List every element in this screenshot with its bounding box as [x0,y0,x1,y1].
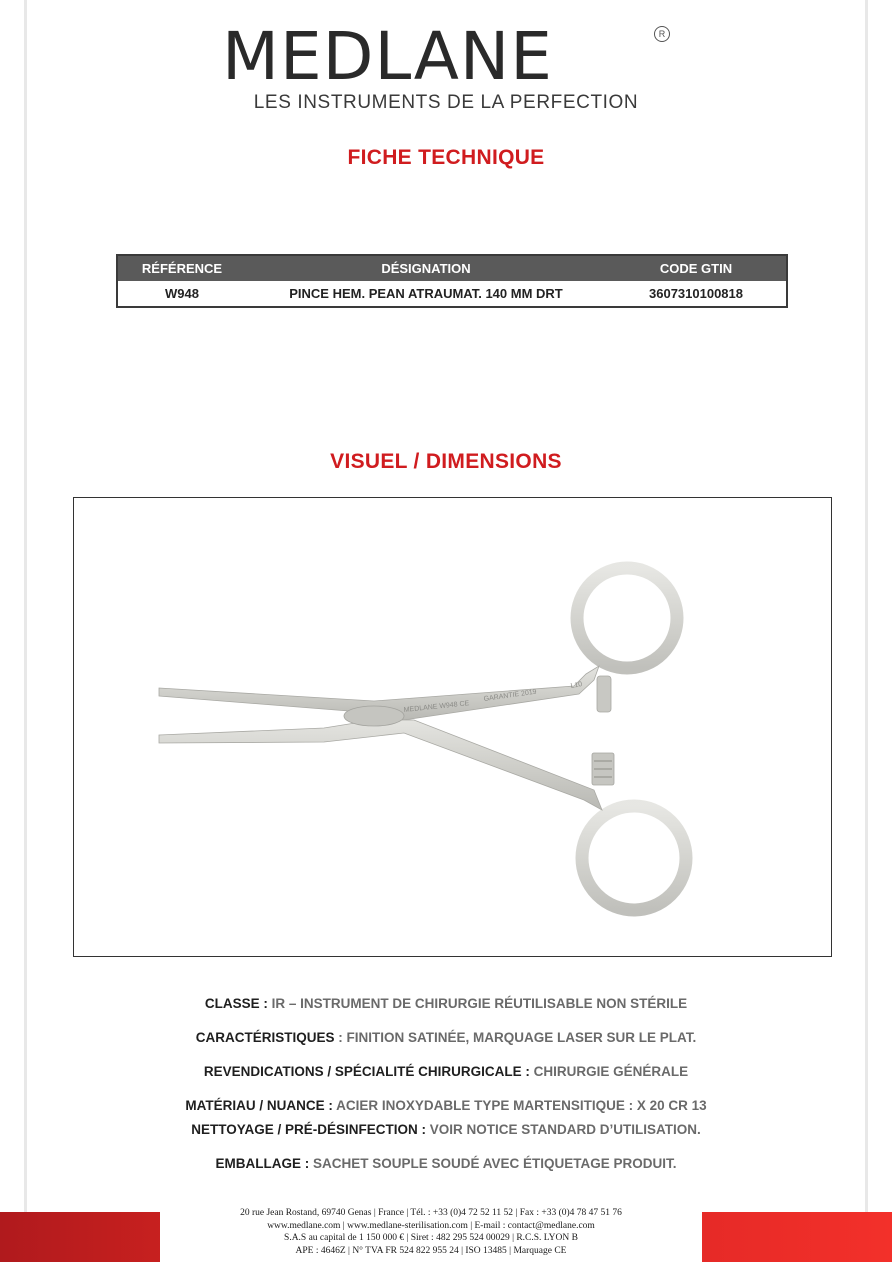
cell-reference: W948 [165,286,199,301]
engraving-text-2: GARANTIE 2019 [483,688,538,703]
footer-accent-left [0,1212,160,1262]
spec-value: : FINITION SATINÉE, MARQUAGE LASER SUR LE PLAT. [334,1030,697,1045]
spec-key: MATÉRIAU / NUANCE : [185,1098,337,1113]
spec-caracteristiques [0,1030,892,1045]
spec-key: REVENDICATIONS / SPÉCIALITÉ CHIRURGICALE : [203,1064,534,1079]
fiche-technique-title: FICHE TECHNIQUE [347,146,545,169]
cell-designation: PINCE HEM. PEAN ATRAUMAT. 140 MM DRT [289,286,563,301]
header-gtin: CODE GTIN [659,261,733,276]
spec-nettoyage [0,1122,892,1137]
footer-web-contact: www.medlane.com | www.medlane-sterilisation.com | E-mail : contact@medlane.com [267,1220,595,1231]
table-header-row [118,256,786,281]
spec-classe [0,996,892,1011]
company-footer [160,1207,702,1257]
hemostatic-forceps-image [74,498,831,956]
engraving-text-3: L10 [570,681,583,690]
footer-company-capital: S.A.S au capital de 1 150 000 € | Siret : 482 295 524 00029 | R.C.S. LYON B [284,1233,578,1244]
cell-gtin: 3607310100818 [649,286,743,301]
spec-materiau [0,1098,892,1113]
reference-table [116,254,788,308]
engraving-text-1: MEDLANE W948 CE [403,700,470,714]
spec-value: VOIR NOTICE STANDARD D’UTILISATION. [429,1122,701,1137]
spec-value: IR – INSTRUMENT DE CHIRURGIE RÉUTILISABLE NON STÉRILE [271,996,688,1011]
visuel-dimensions-title: VISUEL / DIMENSIONS [330,450,562,473]
footer-address: 20 rue Jean Rostand, 69740 Genas | France | Tél. : +33 (0)4 72 52 11 52 | Fax : +33 (0)4 78 47 51 76 [240,1208,622,1218]
spec-revendications [0,1064,892,1079]
header-designation: DÉSIGNATION [381,261,471,276]
footer-accent-right [702,1212,892,1262]
registered-mark: R [654,26,670,42]
spec-key: NETTOYAGE / PRÉ-DÉSINFECTION : [191,1122,430,1137]
logo-wordmark: MEDLANE [222,18,553,95]
spec-value: CHIRURGIE GÉNÉRALE [533,1064,689,1079]
medlane-logo [0,18,892,118]
logo-tagline: LES INSTRUMENTS DE LA PERFECTION [253,92,639,113]
spec-emballage [0,1156,892,1171]
spec-value: SACHET SOUPLE SOUDÉ AVEC ÉTIQUETAGE PRODUIT. [312,1156,677,1171]
footer-registration: APE : 4646Z | N° TVA FR 524 822 955 24 | ISO 13485 | Marquage CE [295,1245,567,1256]
table-row [118,281,786,306]
header-reference: RÉFÉRENCE [141,261,223,276]
instrument-image-frame [73,497,832,957]
spec-value: ACIER INOXYDABLE TYPE MARTENSITIQUE : X 20 CR 13 [336,1098,707,1113]
spec-key: CLASSE : [204,996,272,1011]
spec-key: CARACTÉRISTIQUES [195,1030,335,1045]
spec-key: EMBALLAGE : [215,1156,313,1171]
